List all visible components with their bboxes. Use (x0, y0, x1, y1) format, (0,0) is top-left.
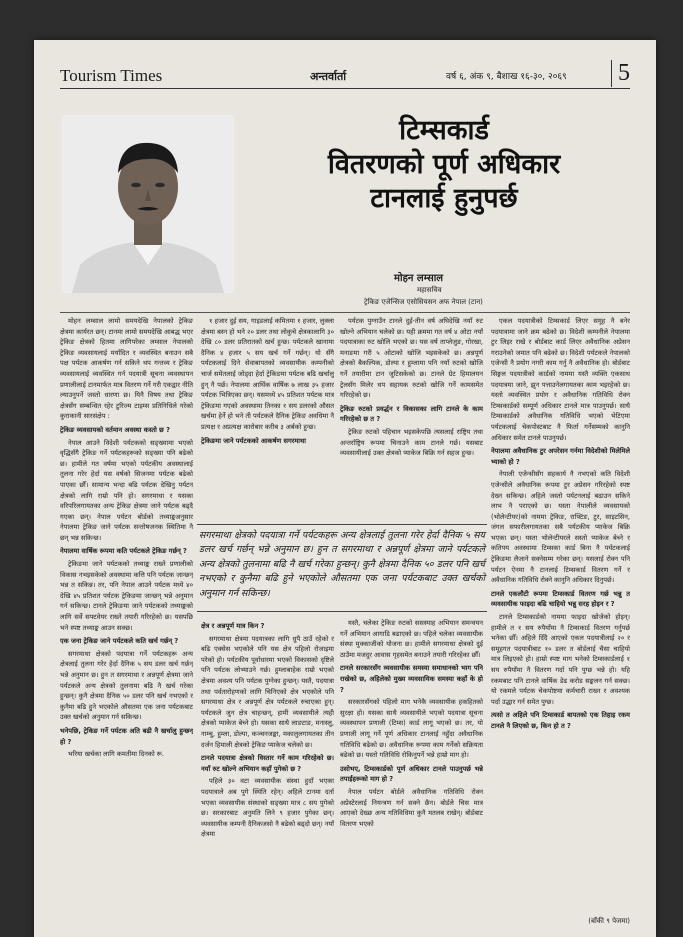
body-paragraph: सगरमाथा क्षेत्रमा पदयात्रका लागि धुपै ठाउँ रहेको र बढि एक्सेस भएकोले पनि यस क्षेत्र पहिलो रोजाइमा परेको हो। पर्यटकीय पूर्वाधारमा भएको विकासको दृष्टिले पनि पर्यटक लोभ्याउने गर्छ। हुम्लाबाहेक राम्रो भएको क्षेत्रमा अवश्य पनि पर्यटक पुग्नेका हुन्छन्। यस्तै, पदयात्रा तथा पर्वतारोहणको लागि चिनिएको क्षेत्र भएकोले पनि सगरमाथा क्षेत्र र अन्नपूर्ण क्षेत्र पर्यटकले रुचाएका हुन्। पर्यटकले जुन क्षेत्र चाहन्छन्, हामी व्यवसायीले त्यही क्षेत्रको प्याकेज बेच्ने हो। यसका साथै लाङटाङ, मनास्लु, नाम्चु, हुम्ला, डोल्पा, कञ्चनजङ्घा, मकालुलगायतका तीन दर्जन हिमाली क्षेत्रको ट्रेकिङ प्याकेज चलेको छ। (201, 634, 334, 749)
question-heading: टानले सरकारसँग व्यवसायीक समस्या समाधानको भाग पनि राखेको छ, अहिलेको मुख्य व्यवसायिक समस्या कहाँ के हो ? (340, 664, 483, 694)
body-paragraph: नेपाली एजेन्सीसँग सहकार्य नै नभएको कति विदेशी एजेन्सीले अवैधानिक रूपमा टुर अप्रेसन गरिरहेको स्पष्ट देख्न सकिन्छ। अहिले जस्तो पर्यटनलाई बढाउन सकिने लाभ नै पराएको छ। यस्ता नेपालीले व्यवसायको (भोलेन्टीयर)को नाममा ट्रेकिङ, राफ्टिङ, टुर, साइटसिन, जंगल सफारीलगायतका सबै पर्यटकीय प्याकेज बिक्रि भएका छन्। यस्ता भोलेन्टीयरले सस्तो प्याकेज बेच्ने र कतिपय अवस्थामा टिम्सका कार्ड बिना नै पर्यटकलाई ट्रेकिङमा लैजाने सक्नेसम्म गरेका छन्। यसलाई रोक्न पनि पर्यटन ऐनमा नै टानलाई टिम्सकार्ड वितरण गर्ने र अवैधानिक गतिविधि रोक्ने कानुनि अधिकार दिनुपर्छ। (491, 470, 630, 585)
author-title: महासचिव (417, 286, 442, 294)
article-column-3-lower (340, 618, 483, 922)
article-headline (274, 114, 614, 216)
question-heading: ट्रेकिङ व्यवसायको वर्तमान अवस्था कस्तो छ ? (60, 425, 170, 434)
headline-line-2: वितरणको पूर्ण अधिकार (327, 149, 561, 180)
body-paragraph: ट्रेकिङ रुटको पहिचान भइसकेपछि त्यसलाई राष्ट्रिय तथा अन्तर्राष्ट्रिय रूपमा चिनाउने काम टानले गर्छ। यसबाट व्यवसायीलाई उक्त क्षेत्रको प्याकेज बिक्रि गर्न सहज हुन्छ। (340, 427, 483, 458)
question-heading: नेपालमा वार्षिक रूपमा कति पर्यटकले ट्रेकिङ गर्छन् ? (60, 547, 187, 556)
continued-note: (बाँकी ९ पेजमा) (588, 917, 630, 925)
article-column-2-lower (201, 618, 334, 922)
section-label: अन्तर्वार्ता (310, 70, 347, 83)
question-heading: भनेपछि, ट्रेकिङ गर्ने पर्यटक अति बढी नै खर्चालु हुन्छन् हो ? (60, 726, 193, 746)
article-column-3 (340, 316, 483, 522)
question-heading: त्यसो त अहिले पनि टिम्सकार्ड बापतको एक तिहाइ रकम टानले नै लिएको छ, किन हो त ? (491, 711, 630, 730)
body-paragraph: नेपाल पर्यटन बोर्डले अवैधानिक गतिविधि रोक्न अप्रेस्टेरलाई नियन्त्रण गर्न सक्ने छैन। बोर्डले चिस मात्र आएको देख्छ अन्य गतिविधिमा कुनै मतलब राखेन्। बोर्डबाट वितरण भएको (340, 787, 483, 828)
pull-quote: सगरमाथा क्षेत्रको पदयात्रा गर्ने पर्यटकहरू अन्य क्षेत्रलाई तुलना गरेर हेर्दा दैनिक ५ सय डलर खर्च गर्छन् भन्ने अनुमान छ। हुन त सगरमाथा र अन्नपूर्ण क्षेत्रमा जाने पर्यटकले अन्य क्षेत्रको तुलनामा बढि नै खर्च गरेका हुन्छन्। कुनै क्षेत्रमा दैनिक ५० डलर पनि खर्च नभएको र कुनैमा बढि हुने भएकोले औसतमा एक जना पर्यटकबाट उक्त खर्चको अनुमान गर्न सकिन्छ। (197, 524, 487, 612)
question-heading: ट्रेकिङमा जाने पर्यटकको आकर्षण सगरमाथा (201, 436, 306, 445)
body-paragraph: टानले टिम्सकार्डको नाममा फाइदा खोजेको होइन्। हामीले त १ सय रुपैयाँमा नै टिम्सकार्ड वितरण गर्नुपर्छ भनेका छौँ। अहिले दिँदै आएको एकल पदयात्रीलाई २० र समूहगत पदयात्रीबाट १० डलर त बोर्डलाई चैसा चाहियो मात्र लिइएको हो। हाम्रो स्पष्ट माग भनेको टिम्सकार्डलाई १ सय रुपैयाँमा नै वितरण गर्दा पनि पुग्छ भन्ने हो। यहि रकमबाट पनि टानले वार्षिक डेढ करोड सङ्कलन गर्न सक्छ। यो रकमले पर्यटक चेकपोष्टमा कर्मचारी राख्न र अवश्यक पर्दा उद्धार गर्न समेत पुग्छ। (491, 613, 630, 706)
question-heading: उसोभए, टिम्सकार्डको पूर्ण अधिकार टानले पाउनुपर्छ भन्ने तपाईंहरूको माग हो ? (340, 764, 483, 784)
page-number: 5 (611, 60, 630, 87)
body-paragraph: मोहन लम्साल लामो समयदेखि नेपालको ट्रेकिङ क्षेत्रमा कार्यरत छन्। टानमा लामो समयदेखि आबद्ध भएर ट्रेकिङ क्षेत्रको हितमा लागिपरेका लम्साल नेपालको ट्रेकिङ व्यवसायलाई मर्यादित र व्यवस्थित बनाउन सबै पक्ष पर्यटक आकर्षण गर्न सकिने थप गन्तव्य र ट्रेकिङ व्यवसायलाई व्यवस्थित गर्न पदयात्री सूचना व्यवस्थापन प्रणालीलाई टानमार्फत मात्र वितरण गर्ने गरी एकद्वार नीति ल्याउनुपर्ने जस्तो धारणा छ। यिनै विषय तथा ट्रेकिङ क्षेत्रसँग सम्बन्धित रहेर टुरिज्म टाइम्स प्रतिनिधिले गरेको कुराकानी सारसंक्षेप : (60, 317, 193, 421)
article-column-1 (60, 316, 193, 922)
question-heading: टानले पदयात्रा क्षेत्रको विस्तार गर्ने काम गरिरहेको छ। नयाँ रुट खोल्ने अभियान कहाँ पुगेको छ ? (201, 754, 334, 773)
question-heading: टानले एकलौटी रूपमा टिम्सकार्ड वितरण गर्छ भन्नु त व्यवसायीक फाइदा बढि चाहियो भन्नु सरह होइन र ? (491, 589, 630, 609)
question-heading: नेपालमा अवैधानिक टुर अपरेसन गर्नमा विदेशीको मिलेमिले भ्याको हो ? (491, 447, 630, 466)
issue-date: वर्ष ६, अंक ९, बैशाख १६-३०, २०६९ (446, 72, 567, 82)
question-heading: ट्रेकिङ रुटको प्रवर्द्धन र विकासका लागि टानले के काम गरिरहेको छ त ? (340, 404, 483, 424)
article-column-4 (491, 316, 630, 922)
body-paragraph: नेपाल आउने विदेशी पर्यटकको सङ्ख्यामा भएको वृद्धिसँगै ट्रेकिङ गर्ने पर्यटकहरूको सङ्ख्या पनि बढेको छ। हामीले गत वर्षमा भएको पर्यटकीय अवस्थालाई तुलना गरेर हेर्दा यस वर्षको सिजनमा पर्यटक बढेको पाएका छौँ। सामान्य भन्दा बढि पर्यटक देखिनु पर्यटन क्षेत्रको लागि राम्रो पनि हो। सगरमाथा र यसका वरिपरिलगायतका अन्य ट्रेकिङ क्षेत्रमा जाने पर्यटक बढ्दै गएका छन्। नेपाल पर्यटन बोर्डको तथ्याङ्कअनुसार नेपालमा ट्रेकिङ जाने पर्यटक सन्तोषजनक स्थितिमा नै छन् भन्न सकिन्छ। (60, 438, 193, 542)
body-paragraph: पर्यटक पुग्नाउँन टानले दुई-तीन वर्ष अघिदेखि नयाँ रुट खोल्ने अभियान चलेको छ। यही क्रममा गत वर्ष ४ ओटा नयाँ पदयात्राका रुट खोलि भएको छ। यस वर्ष ताप्लेजुङ, गोरखा, मनाङमा गरी ५ ओटाको खोजि भइसकेको छ। अन्नपूर्ण क्षेत्रको बैकल्पिक, डोल्पा र हुम्लामा पनि नयाँ रुटको खोजि गर्ने तयारीमा टान जुटिसकेको छ। टानले ग्रेट हिमालयन ट्रेलसँग मिलेर थप सहायक रुटको खोजि गर्ने कामसमेत गरिरहेको छ। (340, 317, 483, 400)
author-photo (62, 115, 234, 293)
body-paragraph: पहिले ३० वटा व्यवसायीक संस्था हुदाँ भएका पदयात्राले अब पुगे स्थिति रहेन्। अहिले टानमा दर्ता भएका व्यवसायीक संस्थाको सङ्ख्या मात्र ८ सय पुगेको छ। सरकारबाट अनुमति लिने ९ हजार पुगेका छन्। व्यवसायीक कम्पनी दैनिकजसो नै बढेको बढ्दो छन्। नयाँ क्षेत्रमा (201, 777, 334, 839)
body-paragraph: यस्तै, चलेका ट्रेकिङ रुटको ससस्याह अभियान समन्वयन गर्ने अभियान आगाडि बढाएको छ। पहिले चलेका व्यवसायीक संस्था मुक्काजीको योजना छ। हामीले सगरमाथा क्षेत्रको दुई ठाउँमा मजदुर आवास गृहसमेत बनाउने तयारी गरिरहेका छौँ। (340, 619, 483, 659)
article-column-2 (201, 316, 334, 522)
divider (60, 312, 630, 313)
body-paragraph: सगरमाथा क्षेत्रको पदयात्रा गर्ने पर्यटकहरू अन्य क्षेत्रलाई तुलना गरेर हेर्दा दैनिक ५ सय डलर खर्च गर्छन् भन्ने अनुमान छ। हुन त सगरमाथा र अन्नपूर्ण क्षेत्रमा जाने पर्यटकले अन्य क्षेत्रको तुलनामा बढि नै खर्च गरेका हुन्छन्। कुनै क्षेत्रमा दैनिक ५० डलर पनि खर्च नभएको र कुनैमा बढि हुने भएकोले औसतमा एक जना पर्यटकबाट उक्त खर्चको अनुमान गर्न सकिन्छ। (60, 649, 193, 722)
headline-line-3: टानलाई हुनुपर्छ (370, 183, 518, 214)
portrait-illustration (62, 115, 234, 293)
newspaper-name: Tourism Times (60, 66, 163, 85)
headline-line-1: टिम्सकार्ड (399, 115, 489, 146)
masthead (60, 62, 630, 89)
question-heading: एक जना ट्रेकिङ जाने पर्यटकले कति खर्च गर्छन् ? (60, 637, 179, 646)
body-paragraph: १ हजार दुई सय, गाइडलाई कमितमा १ हजार, लुक्ला क्षेत्रमा बस्न हो भने २० डलर तथा लोकुचे क्षेत्रकालागि ३० देखि ८० डलर प्रतिरातको खर्च हुन्छ। पर्यटकले खानामा दैनिक ४ हजार ५ सय खर्च गर्ने गर्छन्। यो सँगै पर्यटकलाई दिने सेवाबापतको व्यवसायीक कम्पनीको चार्ज समेतलाई जोड्दा हेर्दा ट्रेकिङमा पर्यटक बढि खर्चालु हुन् नै पर्छ। नेपालमा आर्थिक वार्षिक ७ लाख ३५ हजार पर्यटक भित्रिएका छन्। यसमध्ये ४५ प्रतिशत पर्यटक मात्र ट्रेकिङमा गएको अवस्थामा तिनका १ सय डलरको औसत खर्चमा हेर्ने हो भने ती पर्यटकले दैनिक ट्रेकिङ अवधिमा नै प्रत्यक्ष र अप्रत्यक्ष कारोबार करीब ३ अर्बको हुन्छ। (201, 317, 334, 431)
body-paragraph: सरकारसँगको पहिलो माग भनेकै व्यवसायीक हकहितको सुरक्षा हो। यसका साथै व्यवसायीले भएको पदयात्रा सूचना व्यवस्थापन प्रणाली (टिम्स) कार्ड लागू भएको छ। तर, यो प्रणाली लागू गर्ने पूर्ण अधिकार टानलाई नहुँदा अवैधानिक गतिविधि बढेको छ। अवैधानिक रूपमा काम गर्नेको सक्रियता बढेको छ। यस्तो गतिविधि रोकिनुपर्ने भन्ने हाम्रो माग हो। (340, 698, 483, 760)
newspaper-page (34, 40, 656, 937)
question-heading: क्षेत्र र अन्नपूर्ण मात्र किन ? (201, 622, 265, 630)
body-paragraph: ट्रेकिङमा जाने पर्यटकको तथ्याङ्क राख्ने प्रणालीको विकास नभइसकेको अवस्थामा कत्ति पनि पर्यटक जान्छन् भन्न त सकिन्न। तर, पनि नेपाल आउने पर्यटक मध्ये ४० देखि ४५ प्रतिशत पर्यटक ट्रेकिङमा जान्छन् भन्ने अनुमान गर्न सकिन्छ। टानले ट्रेकिङमा जाने पर्यटकको तथ्याङ्कको लागि सर्वे सफ्टवेयर राख्ने तयारी गरिरहेको छ। यसपछि भने स्पष्ट तथ्याङ्क आउन सक्छ। (60, 560, 193, 632)
author-name: मोहन लम्साल (394, 273, 444, 284)
body-paragraph: एकल पदयात्रीको टिम्सकार्ड लिएर समूह नै बनेर पदयात्रामा जाने क्रम बढेको छ। विदेशी कम्पनीले नेपालमा टुर लिइर राखे र बोर्डबाट कार्ड लिएर अवैधानिक अप्रेसन गराउनेको जमात पनि बढेको छ। विदेशी पर्यटकले नेपालको एजेन्सी नै प्रयोग नगरी काम गर्नु नै अवैधानिक हो। बोर्डबाट सिङ्गल पदयात्रीको कार्डको नाममा यस्तै व्यक्ति एकसाथ पदयात्रमा जाने, झुन पत्ताउनेलगायतका काम भइरहेको छ। यस्तो व्यवस्थित प्रयोग र अवैधानिक गतिविधि रोक्न टिम्सकार्डको सम्पूर्ण अधिकार टानले मात्र पाउनुपर्छ। साथै टिम्सकार्डको अवैधानिक गतिविधि भएको भेटिएमा पर्यटकलाई चेकपोस्टबाट नै फिर्ता गर्नेसम्मको कानुनि अधिकार समेत टानले पाउनुपर्छ। (491, 317, 630, 442)
body-paragraph: भरिया खर्चका लागि कमतीमा दिनको रू. (68, 750, 164, 759)
author-organization: ट्रेकिङ एजेन्सिज एसोसियसन अफ नेपाल (टान) (364, 298, 483, 306)
